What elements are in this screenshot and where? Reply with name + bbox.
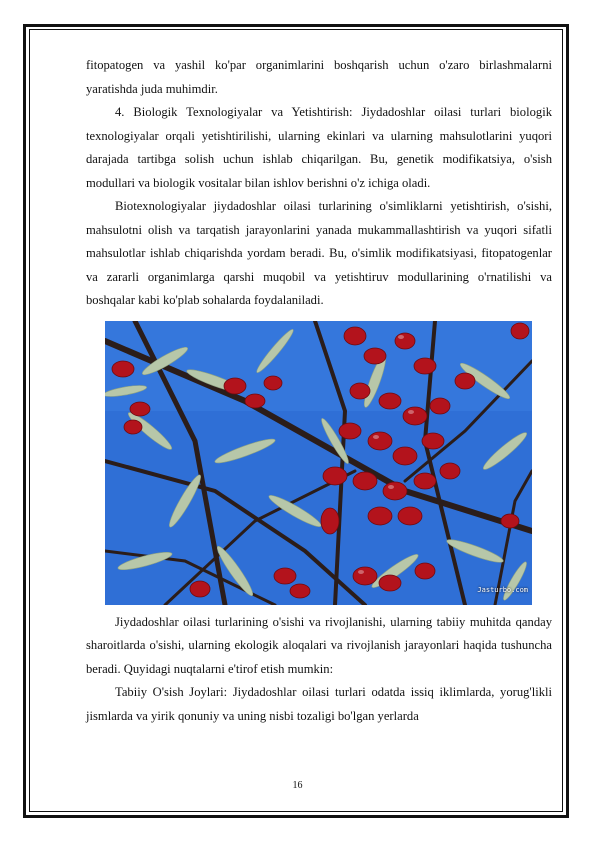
page-content: [86, 54, 552, 728]
paragraph-5: Tabiiy O'sish Joylari: Jiydadoshlar oilasi turlari odatda issiq iklimlarda, yorug'likli jismlarda va yirik qonuniy va uning nisbi tozaligi bo'lgan yerlarda: [86, 685, 552, 723]
paragraph-3: Biotexnologiyalar jiydadoshlar oilasi turlarining o'simliklarni yetishtirish, o'sishi, mahsulotni olish va tarqatish jarayonlarini yanada mukammallashtirish va yuqori sifatli mahsulotlar ishlab chiqarishda yordam beradi. Bu, o'simlik modifikatsiyasi, fitopatogenlar va zararli organimlarga qarshi muqobil va yetishtiruv modullarining o'rnatilishi va boshqalar kabi ko'plab sohalarda foydalaniladi.: [86, 199, 552, 307]
photo-watermark: Jasturbo.com: [477, 586, 528, 594]
paragraph-4: Jiydadoshlar oilasi turlarining o'sishi va rivojlanishi, ularning tabiiy muhitda qanday sharoitlarda o'sishi, ularning ekologik aloqalari va rivojlanish jarayonlari haqida tushuncha beradi. Quyidagi nuqtalarni e'tirof etish mumkin:: [86, 614, 552, 676]
oleaster-berries-photo: [105, 321, 532, 605]
paragraph-1: fitopatogen va yashil ko'par organimlarini boshqarish uchun o'zaro birlashmalarni yaratishda juda muhimdir.: [86, 58, 552, 96]
page-number: 16: [292, 780, 303, 791]
paragraph-2: 4. Biologik Texnologiyalar va Yetishtirish: Jiydadoshlar oilasi turlari biologik texnologiyalar orqali yetishtirilishi, ularning ekinlari va ularning mahsulotlarini yuqori darajada tartibga solish uchun ishlab chiqarilgan. Bu, genetik modifikatsiya, o'sish modullari va biologik vositalar bilan ishlov berishni o'z ichiga oladi.: [86, 105, 552, 190]
